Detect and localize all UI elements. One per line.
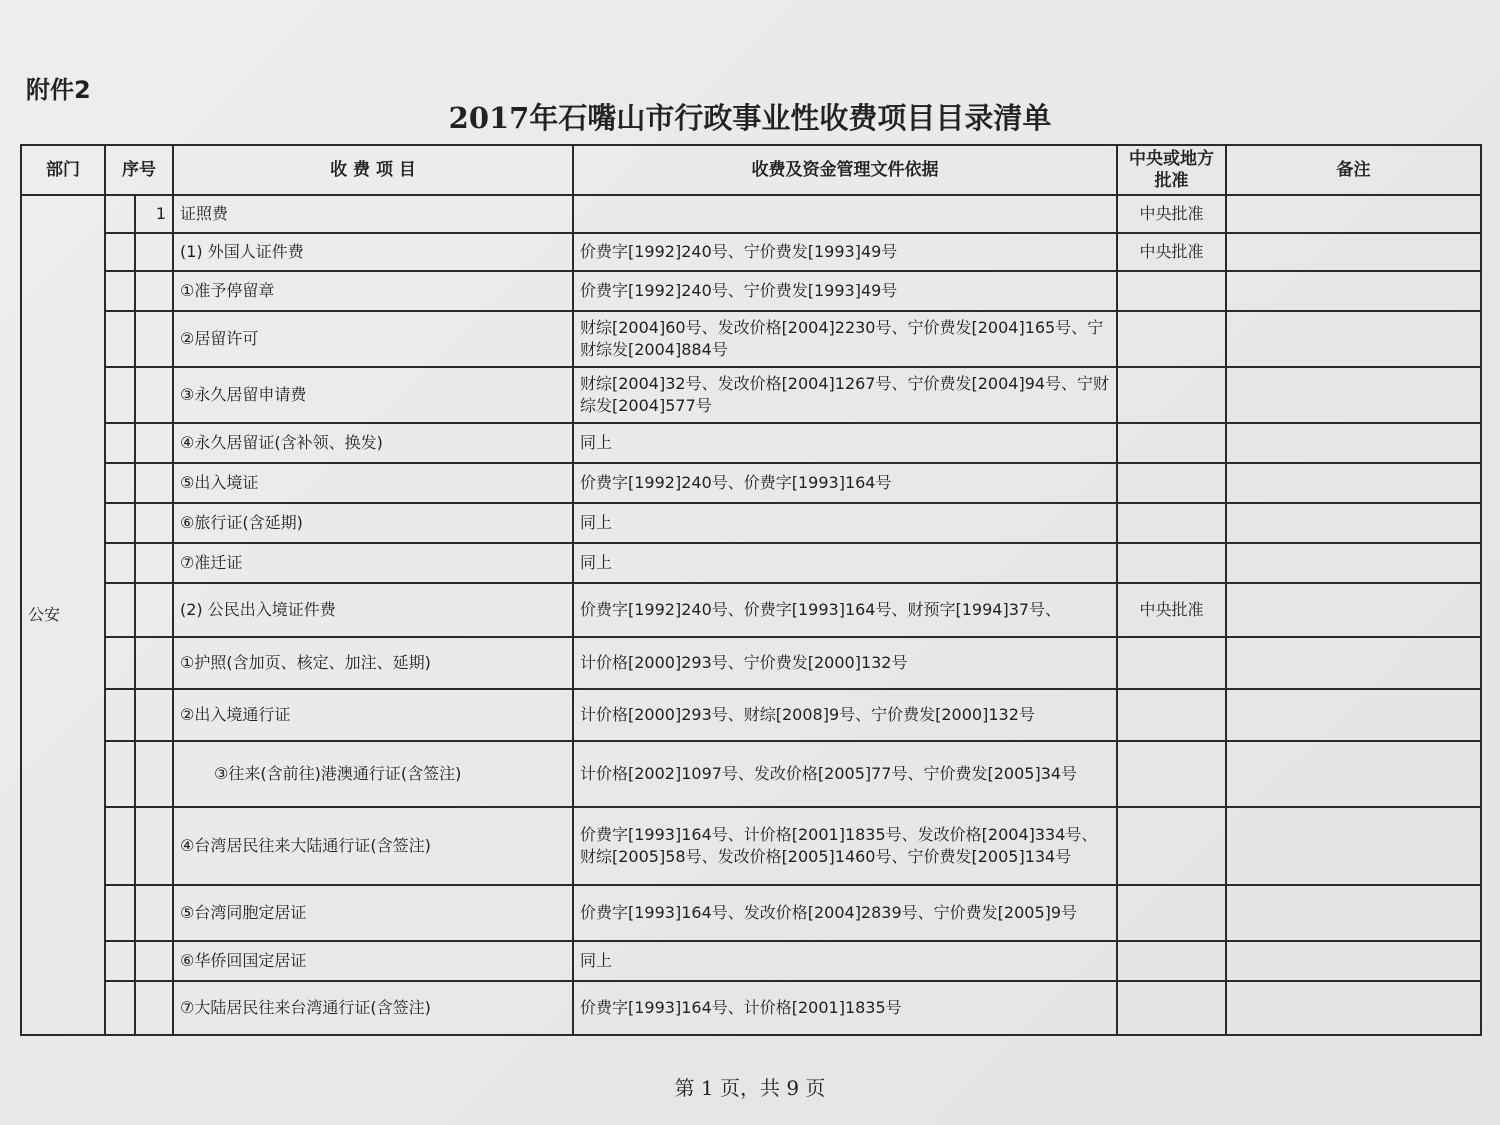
seq-blank-cell [105, 463, 135, 503]
item-cell: ④台湾居民往来大陆通行证(含签注) [173, 807, 573, 885]
basis-cell: 同上 [573, 941, 1117, 981]
note-cell [1226, 981, 1481, 1035]
seq-blank-cell [105, 941, 135, 981]
note-cell [1226, 271, 1481, 311]
seq-blank-cell [105, 195, 135, 233]
seq-blank-cell [105, 423, 135, 463]
basis-cell: 同上 [573, 503, 1117, 543]
approval-cell: 中央批准 [1117, 233, 1226, 271]
department-cell: 公安 [21, 195, 105, 1035]
page-number: 第 1 页，共 9 页 [674, 1076, 826, 1100]
seq-cell [135, 543, 173, 583]
seq-blank-cell [105, 271, 135, 311]
table-row [21, 503, 1481, 543]
item-cell: ③往来(含前往)港澳通行证(含签注) [173, 741, 573, 807]
basis-cell: 价费字[1993]164号、发改价格[2004]2839号、宁价费发[2005]9号 [573, 885, 1117, 941]
basis-cell: 价费字[1992]240号、价费字[1993]164号、财预字[1994]37号、 [573, 583, 1117, 637]
basis-cell [573, 195, 1117, 233]
approval-cell [1117, 941, 1226, 981]
basis-cell: 价费字[1992]240号、宁价费发[1993]49号 [573, 271, 1117, 311]
seq-cell [135, 423, 173, 463]
table-row [21, 981, 1481, 1035]
basis-cell: 价费字[1992]240号、价费字[1993]164号 [573, 463, 1117, 503]
approval-cell [1117, 807, 1226, 885]
header-seq: 序号 [105, 145, 173, 195]
seq-cell [135, 637, 173, 689]
note-cell [1226, 423, 1481, 463]
table-row [21, 689, 1481, 741]
approval-cell [1117, 463, 1226, 503]
table-row [21, 367, 1481, 423]
approval-cell: 中央批准 [1117, 583, 1226, 637]
item-cell: 证照费 [173, 195, 573, 233]
item-cell: (1) 外国人证件费 [173, 233, 573, 271]
basis-cell: 财综[2004]60号、发改价格[2004]2230号、宁价费发[2004]165号、宁财综发[2004]884号 [573, 311, 1117, 367]
seq-blank-cell [105, 637, 135, 689]
table-row [21, 233, 1481, 271]
table-row [21, 637, 1481, 689]
basis-cell: 价费字[1993]164号、计价格[2001]1835号、发改价格[2004]334号、财综[2005]58号、发改价格[2005]1460号、宁价费发[2005]134号 [573, 807, 1117, 885]
seq-cell: 1 [135, 195, 173, 233]
seq-cell [135, 233, 173, 271]
header-row [21, 145, 1481, 195]
note-cell [1226, 367, 1481, 423]
note-cell [1226, 885, 1481, 941]
table-row [21, 583, 1481, 637]
seq-cell [135, 583, 173, 637]
basis-cell: 计价格[2002]1097号、发改价格[2005]77号、宁价费发[2005]34号 [573, 741, 1117, 807]
approval-cell [1117, 311, 1226, 367]
seq-blank-cell [105, 885, 135, 941]
table-row [21, 741, 1481, 807]
table-row [21, 807, 1481, 885]
note-cell [1226, 741, 1481, 807]
seq-cell [135, 981, 173, 1035]
item-cell: ①护照(含加页、核定、加注、延期) [173, 637, 573, 689]
seq-blank-cell [105, 807, 135, 885]
seq-blank-cell [105, 583, 135, 637]
seq-blank-cell [105, 233, 135, 271]
header-note: 备注 [1226, 145, 1481, 195]
approval-cell [1117, 741, 1226, 807]
table-row [21, 423, 1481, 463]
table-row [21, 271, 1481, 311]
approval-cell [1117, 637, 1226, 689]
note-cell [1226, 463, 1481, 503]
header-dept: 部门 [21, 145, 105, 195]
note-cell [1226, 233, 1481, 271]
basis-cell: 财综[2004]32号、发改价格[2004]1267号、宁价费发[2004]94号、宁财综发[2004]577号 [573, 367, 1117, 423]
seq-cell [135, 741, 173, 807]
basis-cell: 价费字[1993]164号、计价格[2001]1835号 [573, 981, 1117, 1035]
item-cell: ⑦大陆居民往来台湾通行证(含签注) [173, 981, 573, 1035]
basis-cell: 计价格[2000]293号、财综[2008]9号、宁价费发[2000]132号 [573, 689, 1117, 741]
note-cell [1226, 503, 1481, 543]
note-cell [1226, 543, 1481, 583]
table-row [21, 463, 1481, 503]
item-cell: ②出入境通行证 [173, 689, 573, 741]
seq-blank-cell [105, 981, 135, 1035]
item-cell: (2) 公民出入境证件费 [173, 583, 573, 637]
approval-cell [1117, 981, 1226, 1035]
note-cell [1226, 689, 1481, 741]
table-row [21, 195, 1481, 233]
document-title: 2017年石嘴山市行政事业性收费项目目录清单 [448, 101, 1052, 135]
fee-table [20, 144, 1482, 1036]
header-item: 收 费 项 目 [173, 145, 573, 195]
item-cell: ⑥华侨回国定居证 [173, 941, 573, 981]
note-cell [1226, 807, 1481, 885]
seq-cell [135, 807, 173, 885]
seq-blank-cell [105, 311, 135, 367]
item-cell: ⑦准迁证 [173, 543, 573, 583]
basis-cell: 同上 [573, 423, 1117, 463]
seq-blank-cell [105, 503, 135, 543]
table-row [21, 311, 1481, 367]
note-cell [1226, 637, 1481, 689]
attachment-label: 附件2 [26, 76, 91, 104]
item-cell: ③永久居留申请费 [173, 367, 573, 423]
approval-cell [1117, 367, 1226, 423]
approval-cell [1117, 543, 1226, 583]
item-cell: ⑤台湾同胞定居证 [173, 885, 573, 941]
item-cell: ①准予停留章 [173, 271, 573, 311]
approval-cell [1117, 689, 1226, 741]
approval-cell [1117, 271, 1226, 311]
basis-cell: 价费字[1992]240号、宁价费发[1993]49号 [573, 233, 1117, 271]
seq-blank-cell [105, 741, 135, 807]
item-cell: ⑤出入境证 [173, 463, 573, 503]
note-cell [1226, 311, 1481, 367]
seq-cell [135, 941, 173, 981]
approval-cell [1117, 423, 1226, 463]
item-cell: ②居留许可 [173, 311, 573, 367]
basis-cell: 计价格[2000]293号、宁价费发[2000]132号 [573, 637, 1117, 689]
approval-cell: 中央批准 [1117, 195, 1226, 233]
approval-cell [1117, 885, 1226, 941]
seq-cell [135, 311, 173, 367]
seq-blank-cell [105, 543, 135, 583]
note-cell [1226, 941, 1481, 981]
header-basis: 收费及资金管理文件依据 [573, 145, 1117, 195]
header-approval: 中央或地方批准 [1117, 145, 1226, 195]
seq-cell [135, 367, 173, 423]
note-cell [1226, 583, 1481, 637]
seq-blank-cell [105, 689, 135, 741]
seq-cell [135, 463, 173, 503]
seq-cell [135, 885, 173, 941]
seq-cell [135, 689, 173, 741]
table-row [21, 543, 1481, 583]
note-cell [1226, 195, 1481, 233]
seq-cell [135, 271, 173, 311]
table-row [21, 885, 1481, 941]
approval-cell [1117, 503, 1226, 543]
item-cell: ⑥旅行证(含延期) [173, 503, 573, 543]
table-row [21, 941, 1481, 981]
basis-cell: 同上 [573, 543, 1117, 583]
seq-cell [135, 503, 173, 543]
item-cell: ④永久居留证(含补领、换发) [173, 423, 573, 463]
seq-blank-cell [105, 367, 135, 423]
